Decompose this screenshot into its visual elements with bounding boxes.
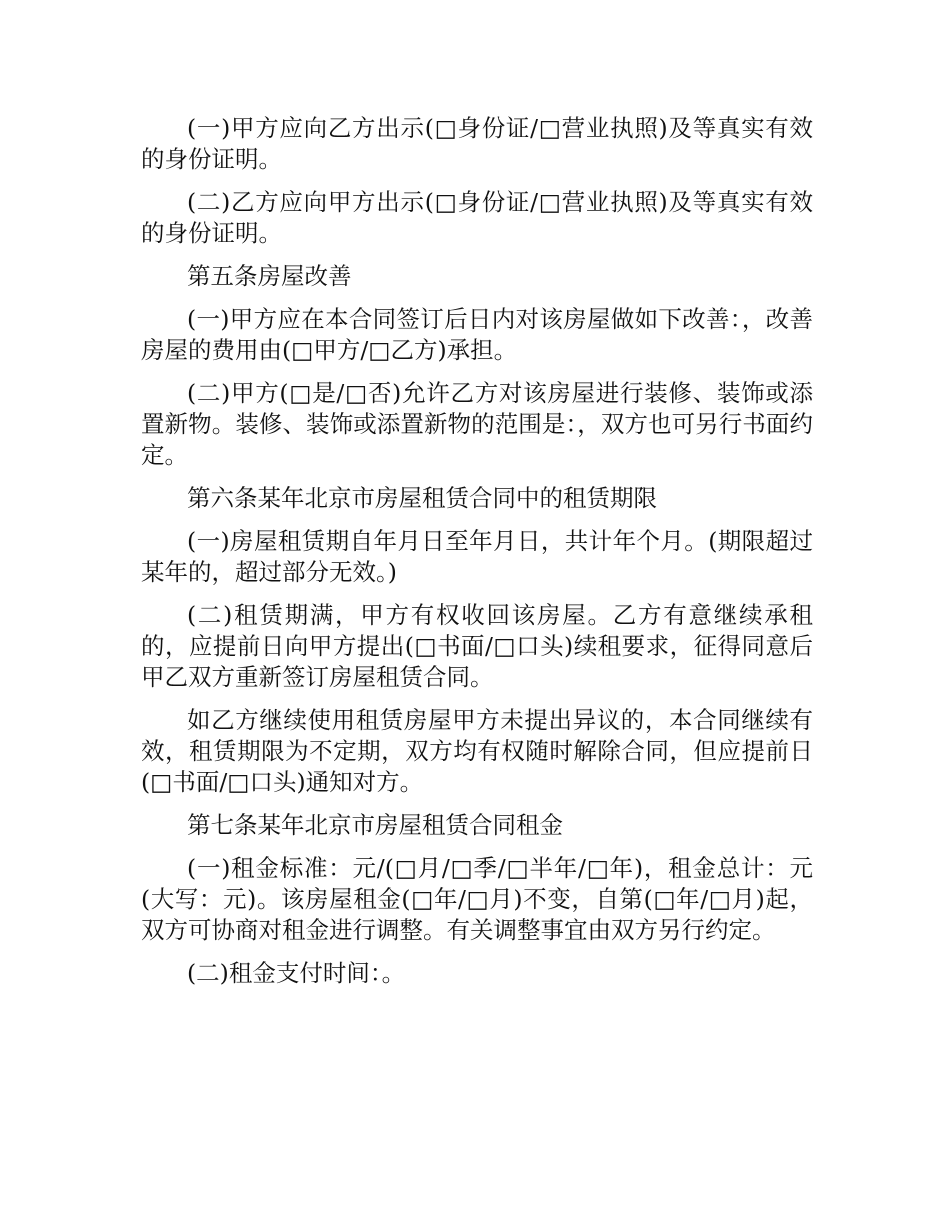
article-7-heading: 第七条某年北京市房屋租赁合同租金 (187, 811, 563, 839)
document-page (141, 113, 813, 1001)
paragraph-identity-party-a: (一)甲方应向乙方出示(□身份证/□营业执照)及等真实有效的身份证明。 (141, 114, 813, 173)
paragraph-improvement-2: (二)甲方(□是/□否)允许乙方对该房屋进行装修、装饰或添置新物。装修、装饰或添置新物的范围是：，双方也可另行书面约定。 (141, 379, 813, 469)
paragraph-rent-1: (一)租金标准：元/(□月/□季/□半年/□年)，租金总计：元(大写：元)。该房屋租金(□年/□月)不变，自第(□年/□月)起，双方可协商对租金进行调整。有关调整事宜由双方另行约定。 (141, 854, 813, 944)
paragraph-term-3: 如乙方继续使用租赁房屋甲方未提出异议的，本合同继续有效，租赁期限为不定期，双方均有权随时解除合同，但应提前日(□书面/□口头)通知对方。 (141, 706, 813, 796)
paragraph-term-1: (一)房屋租赁期自年月日至年月日，共计年个月。(期限超过某年的，超过部分无效。) (141, 527, 813, 586)
paragraph-improvement-1: (一)甲方应在本合同签订后日内对该房屋做如下改善：，改善房屋的费用由(□甲方/□乙方)承担。 (141, 305, 813, 364)
paragraph-rent-2: (二)租金支付时间：。 (187, 959, 406, 987)
article-6-heading: 第六条某年北京市房屋租赁合同中的租赁期限 (187, 484, 657, 512)
paragraph-term-2: (二)租赁期满，甲方有权收回该房屋。乙方有意继续承租的，应提前日向甲方提出(□书面/□口头)续租要求，征得同意后甲乙双方重新签订房屋租赁合同。 (141, 601, 813, 691)
article-5-heading: 第五条房屋改善 (187, 262, 352, 290)
paragraph-identity-party-b: (二)乙方应向甲方出示(□身份证/□营业执照)及等真实有效的身份证明。 (141, 188, 813, 247)
